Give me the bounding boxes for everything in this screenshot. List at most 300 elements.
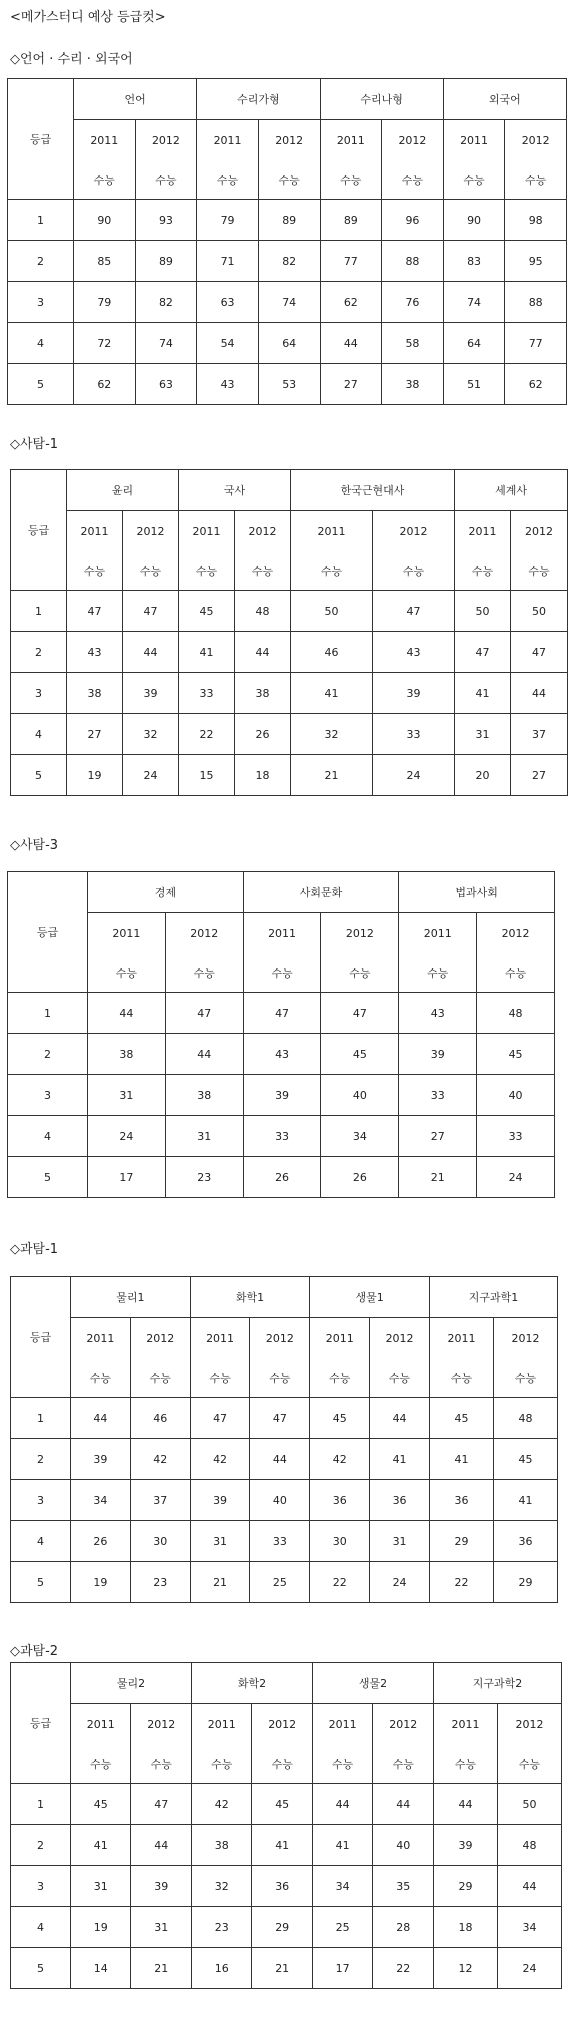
score-cell: 40 <box>250 1480 310 1521</box>
exam-header: 수능 <box>250 1358 310 1398</box>
table-row <box>11 755 568 796</box>
grade-cell: 2 <box>8 1034 88 1075</box>
score-cell: 41 <box>291 673 373 714</box>
score-cell: 48 <box>497 1825 561 1866</box>
score-cell: 72 <box>74 323 136 364</box>
exam-header: 수능 <box>433 1744 497 1784</box>
score-cell: 51 <box>443 364 505 405</box>
year-header: 2011 <box>291 511 373 552</box>
table-row <box>11 1480 558 1521</box>
grade-header: 등급 <box>8 872 88 993</box>
score-cell: 38 <box>67 673 123 714</box>
grade-cell: 5 <box>8 1157 88 1198</box>
score-cell: 29 <box>433 1866 497 1907</box>
score-cell: 31 <box>455 714 511 755</box>
section-title: ◇사탐-3 <box>10 838 59 853</box>
score-cell: 47 <box>511 632 568 673</box>
grade-table <box>10 469 568 796</box>
score-cell: 34 <box>497 1907 561 1948</box>
exam-header: 수능 <box>179 551 235 591</box>
score-cell: 39 <box>433 1825 497 1866</box>
score-cell: 33 <box>373 714 455 755</box>
score-cell: 36 <box>370 1480 430 1521</box>
grade-table <box>7 78 567 405</box>
score-cell: 79 <box>197 200 259 241</box>
score-cell: 31 <box>88 1075 166 1116</box>
score-cell: 39 <box>131 1866 191 1907</box>
score-cell: 63 <box>197 282 259 323</box>
table-row <box>8 364 567 405</box>
year-header: 2011 <box>320 120 382 161</box>
score-cell: 48 <box>477 993 555 1034</box>
year-header: 2012 <box>373 1704 434 1745</box>
grade-header: 등급 <box>11 1663 71 1784</box>
subject-header: 물리1 <box>71 1277 191 1318</box>
score-cell: 18 <box>235 755 291 796</box>
score-cell: 46 <box>130 1398 190 1439</box>
score-cell: 88 <box>382 241 444 282</box>
score-cell: 15 <box>179 755 235 796</box>
score-cell: 48 <box>235 591 291 632</box>
table-row <box>8 241 567 282</box>
subject-header: 외국어 <box>443 79 566 120</box>
grade-cell: 1 <box>8 993 88 1034</box>
score-cell: 31 <box>370 1521 430 1562</box>
score-cell: 31 <box>190 1521 250 1562</box>
year-header: 2011 <box>310 1318 370 1359</box>
score-cell: 43 <box>399 993 477 1034</box>
score-cell: 16 <box>191 1948 251 1989</box>
year-header: 2012 <box>131 1704 191 1745</box>
score-cell: 34 <box>312 1866 372 1907</box>
year-header: 2011 <box>197 120 259 161</box>
section-title: ◇언어 · 수리 · 외국어 <box>10 52 133 67</box>
score-cell: 29 <box>493 1562 557 1603</box>
score-cell: 38 <box>88 1034 166 1075</box>
year-header: 2012 <box>370 1318 430 1359</box>
year-header: 2012 <box>382 120 444 161</box>
table-row <box>8 1116 555 1157</box>
score-cell: 45 <box>429 1398 493 1439</box>
score-cell: 24 <box>123 755 179 796</box>
score-cell: 74 <box>135 323 197 364</box>
exam-header: 수능 <box>74 160 136 200</box>
score-cell: 50 <box>497 1784 561 1825</box>
score-cell: 40 <box>321 1075 399 1116</box>
year-header: 2011 <box>67 511 123 552</box>
score-cell: 39 <box>123 673 179 714</box>
page-title: <메가스터디 예상 등급컷> <box>10 10 166 25</box>
exam-header: 수능 <box>291 551 373 591</box>
year-header: 2012 <box>165 913 243 954</box>
table-row <box>11 673 568 714</box>
year-header: 2011 <box>191 1704 251 1745</box>
year-header: 2012 <box>497 1704 561 1745</box>
exam-header: 수능 <box>321 953 399 993</box>
score-cell: 50 <box>291 591 373 632</box>
score-cell: 24 <box>373 755 455 796</box>
exam-header: 수능 <box>123 551 179 591</box>
score-cell: 27 <box>511 755 568 796</box>
score-cell: 21 <box>131 1948 191 1989</box>
year-header: 2012 <box>130 1318 190 1359</box>
score-cell: 26 <box>71 1521 131 1562</box>
score-cell: 62 <box>505 364 567 405</box>
score-cell: 22 <box>179 714 235 755</box>
score-cell: 44 <box>370 1398 430 1439</box>
year-header: 2011 <box>179 511 235 552</box>
score-cell: 42 <box>190 1439 250 1480</box>
score-cell: 34 <box>71 1480 131 1521</box>
score-cell: 37 <box>511 714 568 755</box>
grade-header: 등급 <box>8 79 74 200</box>
year-header: 2012 <box>258 120 320 161</box>
exam-header: 수능 <box>493 1358 557 1398</box>
score-cell: 44 <box>511 673 568 714</box>
score-cell: 36 <box>252 1866 312 1907</box>
score-cell: 47 <box>190 1398 250 1439</box>
year-header: 2012 <box>123 511 179 552</box>
grade-cell: 5 <box>11 1562 71 1603</box>
grade-table <box>10 1276 558 1603</box>
score-cell: 44 <box>312 1784 372 1825</box>
score-cell: 32 <box>191 1866 251 1907</box>
grade-cell: 3 <box>11 1866 71 1907</box>
exam-header: 수능 <box>243 953 321 993</box>
exam-header: 수능 <box>320 160 382 200</box>
subject-header: 윤리 <box>67 470 179 511</box>
score-cell: 36 <box>493 1521 557 1562</box>
score-cell: 31 <box>165 1116 243 1157</box>
score-cell: 45 <box>71 1784 131 1825</box>
score-cell: 45 <box>179 591 235 632</box>
score-cell: 27 <box>399 1116 477 1157</box>
year-header: 2012 <box>373 511 455 552</box>
grade-cell: 5 <box>11 755 67 796</box>
score-cell: 24 <box>370 1562 430 1603</box>
exam-header: 수능 <box>505 160 567 200</box>
score-cell: 24 <box>497 1948 561 1989</box>
score-cell: 38 <box>165 1075 243 1116</box>
grade-cell: 4 <box>8 323 74 364</box>
exam-header: 수능 <box>382 160 444 200</box>
score-cell: 40 <box>373 1825 434 1866</box>
exam-header: 수능 <box>135 160 197 200</box>
score-cell: 39 <box>71 1439 131 1480</box>
year-header: 2011 <box>455 511 511 552</box>
exam-header: 수능 <box>67 551 123 591</box>
grade-cell: 3 <box>8 282 74 323</box>
score-cell: 39 <box>373 673 455 714</box>
score-cell: 26 <box>321 1157 399 1198</box>
section-title: ◇과탐-1 <box>10 1242 59 1257</box>
table-row <box>11 1521 558 1562</box>
score-cell: 32 <box>291 714 373 755</box>
score-cell: 21 <box>190 1562 250 1603</box>
score-cell: 43 <box>67 632 123 673</box>
year-header: 2012 <box>511 511 568 552</box>
exam-header: 수능 <box>258 160 320 200</box>
exam-header: 수능 <box>455 551 511 591</box>
score-cell: 17 <box>312 1948 372 1989</box>
year-header: 2011 <box>71 1704 131 1745</box>
exam-header: 수능 <box>130 1358 190 1398</box>
subject-header: 화학1 <box>190 1277 310 1318</box>
grade-cell: 2 <box>8 241 74 282</box>
table-row <box>11 591 568 632</box>
score-cell: 41 <box>252 1825 312 1866</box>
subject-header: 세계사 <box>455 470 568 511</box>
score-cell: 48 <box>493 1398 557 1439</box>
score-cell: 43 <box>373 632 455 673</box>
table-row <box>11 632 568 673</box>
year-header: 2011 <box>429 1318 493 1359</box>
exam-header: 수능 <box>443 160 505 200</box>
score-cell: 23 <box>191 1907 251 1948</box>
grade-cell: 1 <box>8 200 74 241</box>
table-row <box>8 282 567 323</box>
exam-header: 수능 <box>429 1358 493 1398</box>
table-row <box>8 323 567 364</box>
subject-header: 경제 <box>88 872 244 913</box>
score-cell: 44 <box>123 632 179 673</box>
subject-header: 한국근현대사 <box>291 470 455 511</box>
score-cell: 24 <box>477 1157 555 1198</box>
score-cell: 34 <box>321 1116 399 1157</box>
score-cell: 24 <box>88 1116 166 1157</box>
score-cell: 23 <box>165 1157 243 1198</box>
score-cell: 12 <box>433 1948 497 1989</box>
score-cell: 64 <box>443 323 505 364</box>
score-cell: 83 <box>443 241 505 282</box>
exam-header: 수능 <box>312 1744 372 1784</box>
grade-cell: 1 <box>11 591 67 632</box>
year-header: 2011 <box>443 120 505 161</box>
score-cell: 37 <box>130 1480 190 1521</box>
score-cell: 32 <box>123 714 179 755</box>
score-cell: 39 <box>399 1034 477 1075</box>
table-row <box>8 200 567 241</box>
score-cell: 20 <box>455 755 511 796</box>
year-header: 2011 <box>243 913 321 954</box>
year-header: 2012 <box>493 1318 557 1359</box>
subject-header: 지구과학1 <box>429 1277 557 1318</box>
score-cell: 36 <box>310 1480 370 1521</box>
grade-cell: 2 <box>11 632 67 673</box>
table-row <box>11 714 568 755</box>
score-cell: 47 <box>123 591 179 632</box>
score-cell: 44 <box>250 1439 310 1480</box>
score-cell: 44 <box>88 993 166 1034</box>
table-row <box>11 1948 562 1989</box>
exam-header: 수능 <box>235 551 291 591</box>
grade-cell: 1 <box>11 1398 71 1439</box>
score-cell: 33 <box>250 1521 310 1562</box>
exam-header: 수능 <box>165 953 243 993</box>
score-cell: 26 <box>243 1157 321 1198</box>
score-cell: 74 <box>443 282 505 323</box>
score-cell: 21 <box>399 1157 477 1198</box>
score-cell: 88 <box>505 282 567 323</box>
score-cell: 31 <box>71 1866 131 1907</box>
score-cell: 82 <box>135 282 197 323</box>
score-cell: 44 <box>235 632 291 673</box>
subject-header: 생물2 <box>312 1663 433 1704</box>
score-cell: 77 <box>320 241 382 282</box>
score-cell: 41 <box>71 1825 131 1866</box>
grade-cell: 5 <box>8 364 74 405</box>
score-cell: 45 <box>252 1784 312 1825</box>
exam-header: 수능 <box>88 953 166 993</box>
score-cell: 42 <box>310 1439 370 1480</box>
table-row <box>8 1034 555 1075</box>
score-cell: 36 <box>429 1480 493 1521</box>
exam-header: 수능 <box>71 1744 131 1784</box>
subject-header: 지구과학2 <box>433 1663 561 1704</box>
score-cell: 33 <box>243 1116 321 1157</box>
score-cell: 89 <box>258 200 320 241</box>
score-cell: 93 <box>135 200 197 241</box>
score-cell: 64 <box>258 323 320 364</box>
table-row <box>11 1562 558 1603</box>
score-cell: 96 <box>382 200 444 241</box>
exam-header: 수능 <box>197 160 259 200</box>
score-cell: 40 <box>477 1075 555 1116</box>
subject-header: 물리2 <box>71 1663 192 1704</box>
score-cell: 17 <box>88 1157 166 1198</box>
year-header: 2011 <box>190 1318 250 1359</box>
score-cell: 44 <box>165 1034 243 1075</box>
grade-cell: 4 <box>11 714 67 755</box>
grade-cell: 3 <box>8 1075 88 1116</box>
score-cell: 33 <box>179 673 235 714</box>
year-header: 2012 <box>235 511 291 552</box>
grade-table <box>10 1662 562 1989</box>
subject-header: 수리나형 <box>320 79 443 120</box>
grade-table <box>7 871 555 1198</box>
grade-cell: 3 <box>11 1480 71 1521</box>
table-row <box>11 1825 562 1866</box>
score-cell: 21 <box>291 755 373 796</box>
score-cell: 19 <box>71 1562 131 1603</box>
year-header: 2012 <box>135 120 197 161</box>
score-cell: 44 <box>497 1866 561 1907</box>
exam-header: 수능 <box>191 1744 251 1784</box>
score-cell: 30 <box>310 1521 370 1562</box>
score-cell: 90 <box>74 200 136 241</box>
score-cell: 63 <box>135 364 197 405</box>
table-row <box>11 1866 562 1907</box>
exam-header: 수능 <box>399 953 477 993</box>
score-cell: 74 <box>258 282 320 323</box>
score-cell: 45 <box>493 1439 557 1480</box>
score-cell: 76 <box>382 282 444 323</box>
exam-header: 수능 <box>131 1744 191 1784</box>
score-cell: 71 <box>197 241 259 282</box>
table-row <box>8 1157 555 1198</box>
score-cell: 43 <box>243 1034 321 1075</box>
table-row <box>8 993 555 1034</box>
score-cell: 26 <box>235 714 291 755</box>
year-header: 2012 <box>321 913 399 954</box>
exam-header: 수능 <box>310 1358 370 1398</box>
score-cell: 47 <box>373 591 455 632</box>
score-cell: 54 <box>197 323 259 364</box>
score-cell: 46 <box>291 632 373 673</box>
score-cell: 27 <box>67 714 123 755</box>
score-cell: 47 <box>250 1398 310 1439</box>
score-cell: 47 <box>243 993 321 1034</box>
exam-header: 수능 <box>190 1358 250 1398</box>
score-cell: 22 <box>310 1562 370 1603</box>
score-cell: 19 <box>67 755 123 796</box>
score-cell: 41 <box>179 632 235 673</box>
score-cell: 77 <box>505 323 567 364</box>
score-cell: 44 <box>71 1398 131 1439</box>
section-title: ◇사탐-1 <box>10 437 59 452</box>
subject-header: 언어 <box>74 79 197 120</box>
exam-header: 수능 <box>497 1744 561 1784</box>
score-cell: 62 <box>320 282 382 323</box>
score-cell: 89 <box>135 241 197 282</box>
year-header: 2011 <box>71 1318 131 1359</box>
subject-header: 사회문화 <box>243 872 399 913</box>
subject-header: 법과사회 <box>399 872 555 913</box>
score-cell: 14 <box>71 1948 131 1989</box>
section-title: ◇과탐-2 <box>10 1644 59 1659</box>
score-cell: 29 <box>252 1907 312 1948</box>
score-cell: 47 <box>131 1784 191 1825</box>
grade-cell: 2 <box>11 1439 71 1480</box>
score-cell: 41 <box>312 1825 372 1866</box>
table-row <box>11 1398 558 1439</box>
score-cell: 25 <box>312 1907 372 1948</box>
grade-cell: 4 <box>11 1907 71 1948</box>
grade-header: 등급 <box>11 1277 71 1398</box>
score-cell: 22 <box>429 1562 493 1603</box>
score-cell: 38 <box>191 1825 251 1866</box>
score-cell: 44 <box>131 1825 191 1866</box>
year-header: 2011 <box>399 913 477 954</box>
score-cell: 90 <box>443 200 505 241</box>
year-header: 2011 <box>312 1704 372 1745</box>
score-cell: 30 <box>130 1521 190 1562</box>
score-cell: 22 <box>373 1948 434 1989</box>
score-cell: 41 <box>455 673 511 714</box>
exam-header: 수능 <box>373 551 455 591</box>
score-cell: 98 <box>505 200 567 241</box>
score-cell: 47 <box>67 591 123 632</box>
grade-cell: 4 <box>11 1521 71 1562</box>
grade-cell: 5 <box>11 1948 71 1989</box>
score-cell: 19 <box>71 1907 131 1948</box>
score-cell: 41 <box>429 1439 493 1480</box>
score-cell: 58 <box>382 323 444 364</box>
score-cell: 44 <box>373 1784 434 1825</box>
score-cell: 42 <box>130 1439 190 1480</box>
table-row <box>11 1784 562 1825</box>
score-cell: 28 <box>373 1907 434 1948</box>
exam-header: 수능 <box>511 551 568 591</box>
score-cell: 43 <box>197 364 259 405</box>
score-cell: 89 <box>320 200 382 241</box>
score-cell: 23 <box>130 1562 190 1603</box>
exam-header: 수능 <box>373 1744 434 1784</box>
table-row <box>8 1075 555 1116</box>
score-cell: 82 <box>258 241 320 282</box>
score-cell: 29 <box>429 1521 493 1562</box>
exam-header: 수능 <box>477 953 555 993</box>
